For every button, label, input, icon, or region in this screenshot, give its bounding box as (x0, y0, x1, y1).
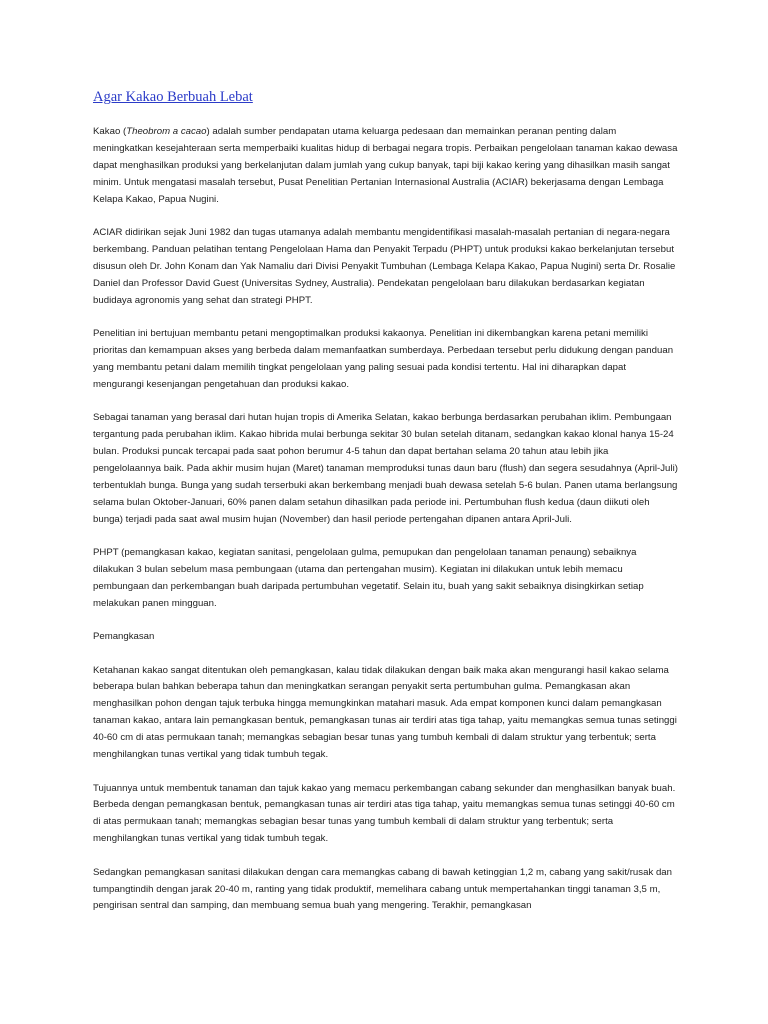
scientific-name: Theobrom a cacao (126, 126, 207, 137)
intro-text-start: Kakao ( (93, 126, 127, 137)
paragraph-pruning-goal: Tujuannya untuk membentuk tanaman dan tajuk kakao yang memacu perkembangan cabang sekunder dan menghasilkan banyak buah. Berbeda dengan pemangkasan bentuk, pemangkasan tunas air terdiri atas tiga tahap, yaitu memangkas semua tunas setinggi 40-60 cm di atas permukaan tanah; memangkas sebagian besar tunas yang tumbuh kembali di dalam struktur yang terbentuk; serta menghilangkan tunas vertikal yang tidak tumbuh tegak. (93, 782, 676, 845)
article-title-link[interactable]: Agar Kakao Berbuah Lebat (93, 89, 253, 105)
paragraph-phpt: PHPT (pemangkasan kakao, kegiatan sanitasi, pengelolaan gulma, pemupukan dan pengelolaan tanaman penaung) sebaiknya dilakukan 3 bulan sebelum masa pembungaan (utama dan pertengahan musim). Kegiatan ini dilakukan untuk lebih memacu pembungaan dan perkembangan buah daripada pertumbuhan vegetatif. Selain itu, buah yang sakit sebaiknya disingkirkan setiap melakukan panen mingguan. (93, 547, 644, 609)
intro-text-rest: ) adalah sumber pendapatan utama keluarga pedesaan dan memainkan peranan penting dalam meningkatkan kesejahteraan serta memperbaiki kualitas hidup di berbagai negara tropis. Perbaikan pengelolaan tanaman kakao dewasa dapat menghasilkan produksi yang berkelanjutan dalam jumlah yang cukup banyak, tapi biji kakao kering yang dihasilkan masih sangat minim. Untuk mengatasi masalah tersebut, Pusat Penelitian Pertanian Internasional Australia (ACIAR) bekerjasama dengan Lembaga Kelapa Kakao, Papua Nugini. (93, 126, 678, 205)
section-heading: Pemangkasan (93, 631, 155, 643)
paragraph-sanitation-pruning: Sedangkan pemangkasan sanitasi dilakukan dengan cara memangkas cabang di bawah ketinggian 1,2 m, cabang yang sakit/rusak dan tumpangtindih dengan jarak 20-40 m, ranting yang tidak produktif, memelihara cabang untuk mempertahankan tinggi tanaman 3,5 m, pengirisan sentral dan samping, dan membuang semua buah yang mengering. Terakhir, pemangkasan (93, 866, 673, 912)
paragraph-flowering: Sebagai tanaman yang berasal dari hutan hujan tropis di Amerika Selatan, kakao berbunga berdasarkan perubahan iklim. Pembungaan tergantung pada perubahan iklim. Kakao hibrida mulai berbunga sekitar 30 bulan setelah ditanam, sedangkan kakao klonal hanya 15-24 bulan. Produksi puncak tercapai pada saat pohon berumur 4-5 tahun dan dapat bertahan selama 20 tahun atau lebih jika pengelolaannya baik. Pada akhir musim hujan (Maret) tanaman memproduksi tunas daun baru (flush) dan segera sesudahnya (April-Juli) terbentuklah bunga. Bunga yang sudah terserbuki akan berkembang menjadi buah dewasa setelah 5-6 bulan. Panen utama berlangsung selama bulan Oktober-Januari, 60% panen dalam setahun dihasilkan pada periode ini. Pertumbuhan flush kedua (daun diikuti oleh bunga) terjadi pada saat awal musim hujan (November) dan hasil periode pertengahan dipanen antara April-Juli. (93, 412, 678, 525)
paragraph-research-goal: Penelitian ini bertujuan membantu petani mengoptimalkan produksi kakaonya. Penelitian ini dikembangkan karena petani memiliki prioritas dan kemampuan akses yang berbeda dalam memanfaatkan sumberdaya. Perbedaan tersebut perlu didukung dengan panduan yang membantu petani dalam memilih tingkat pengelolaan yang paling sesuai pada kondisi tertentu. Hal ini diharapkan dapat mengurangi kesenjangan pengetahuan dan produksi kakao. (93, 328, 674, 390)
document-page (93, 88, 678, 932)
paragraph-aciar: ACIAR didirikan sejak Juni 1982 dan tugas utamanya adalah membantu mengidentifikasi masalah-masalah pertanian di negara-negara berkembang. Panduan pelatihan tentang Pengelolaan Hama dan Penyakit Terpadu (PHPT) untuk produksi kakao berkelanjutan tersebut disusun oleh Dr. John Konam dan Yak Namaliu dari Divisi Penyakit Tumbuhan (Lembaga Kelapa Kakao, Papua Nugini) serta Dr. Rosalie Daniel dan Professor David Guest (Universitas Sydney, Australia). Pendekatan pengelolaan baru dilakukan berdasarkan kegiatan budidaya agronomis yang sehat dan strategi PHPT. (93, 227, 676, 306)
intro-paragraph (93, 124, 678, 209)
paragraph-pruning-importance: Ketahanan kakao sangat ditentukan oleh pemangkasan, kalau tidak dilakukan dengan baik maka akan mengurangi hasil kakao selama beberapa bulan bahkan beberapa tahun dan meningkatkan serangan penyakit serta pertumbuhan gulma. Pemangkasan akan menghasilkan pohon dengan tajuk terbuka hingga memungkinkan matahari masuk. Ada empat komponen kunci dalam pemangkasan tanaman kakao, antara lain pemangkasan bentuk, pemangkasan tunas air terdiri atas tiga tahap, yaitu memangkas semua tunas setinggi 40-60 cm di atas permukaan tanah; memangkas sebagian besar tunas yang tumbuh kembali di dalam struktur yang terbentuk; serta menghilangkan tunas vertikal yang tidak tumbuh tegak. (93, 664, 677, 761)
